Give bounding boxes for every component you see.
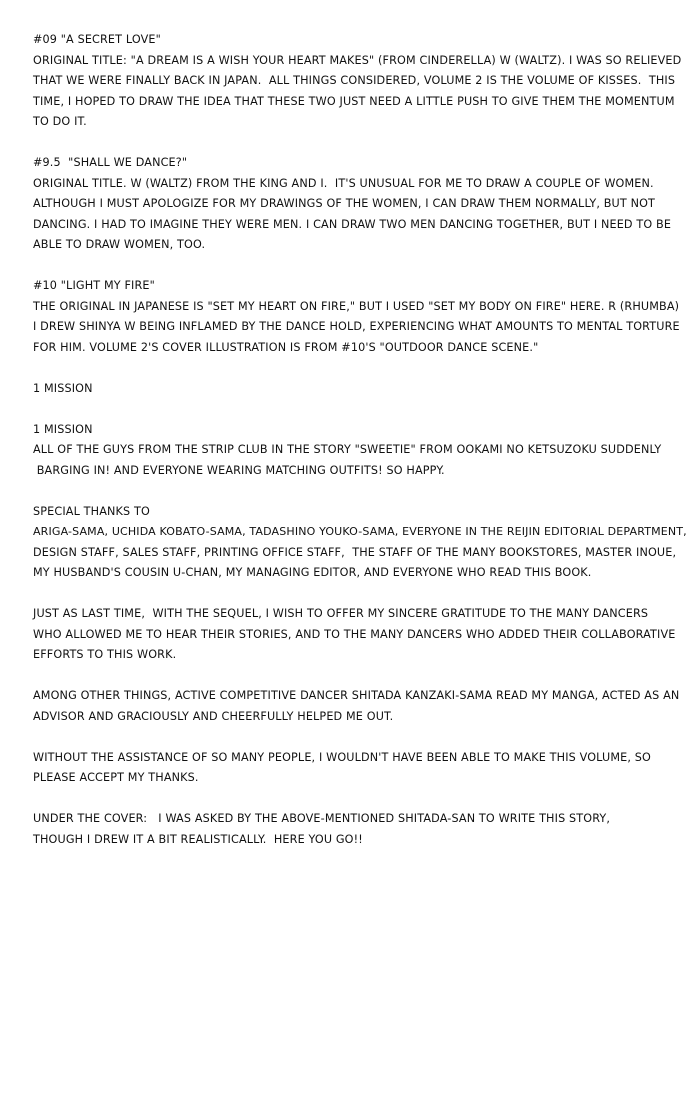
paragraph-line: I DREW SHINYA W BEING INFLAMED BY THE DANCE HOLD, EXPERIENCING WHAT AMOUNTS TO MENTAL TORTURE <box>33 320 680 333</box>
paragraph-line: DESIGN STAFF, SALES STAFF, PRINTING OFFICE STAFF, THE STAFF OF THE MANY BOOKSTORES, MASTER INOUE, <box>33 545 677 559</box>
paragraph-line: WITHOUT THE ASSISTANCE OF SO MANY PEOPLE, I WOULDN'T HAVE BEEN ABLE TO MAKE THIS VOLUME, SO <box>33 750 651 764</box>
section-under-the-cover <box>33 809 693 850</box>
section-heading: 1 MISSION <box>33 381 93 395</box>
section-heading: 1 MISSION <box>33 422 93 436</box>
section-gratitude-dancers <box>33 604 693 666</box>
paragraph-line: WHO ALLOWED ME TO HEAR THEIR STORIES, AND TO THE MANY DANCERS WHO ADDED THEIR COLLABORATIVE <box>33 627 676 641</box>
section-thanks <box>33 748 693 789</box>
paragraph-line: ALL OF THE GUYS FROM THE STRIP CLUB IN THE STORY "SWEETIE" FROM OOKAMI NO KETSUZOKU SUDDENLY <box>33 443 662 456</box>
paragraph-line: DANCING. I HAD TO IMAGINE THEY WERE MEN. I CAN DRAW TWO MEN DANCING TOGETHER, BUT I NEED TO BE <box>33 217 672 231</box>
paragraph-line: TO DO IT. <box>33 115 87 128</box>
paragraph-gap <box>33 789 693 810</box>
paragraph-line: JUST AS LAST TIME, WITH THE SEQUEL, I WISH TO OFFER MY SINCERE GRATITUDE TO THE MANY DANCERS <box>33 607 649 620</box>
paragraph-line: FOR HIM. VOLUME 2'S COVER ILLUSTRATION IS FROM #10'S "OUTDOOR DANCE SCENE." <box>33 340 539 354</box>
paragraph-line: MY HUSBAND'S COUSIN U-CHAN, MY MANAGING EDITOR, AND EVERYONE WHO READ THIS BOOK. <box>33 566 592 579</box>
paragraph-gap <box>33 133 693 154</box>
section-10-light-my-fire <box>33 276 693 358</box>
section-advisor <box>33 686 693 727</box>
section-heading: #9.5 "SHALL WE DANCE?" <box>33 156 188 169</box>
paragraph-gap <box>33 358 693 379</box>
paragraph-line: EFFORTS TO THIS WORK. <box>33 648 177 661</box>
paragraph-line: TIME, I HOPED TO DRAW THE IDEA THAT THESE TWO JUST NEED A LITTLE PUSH TO GIVE THEM THE MOMENTUM <box>33 94 675 108</box>
paragraph-line: ORIGINAL TITLE: "A DREAM IS A WISH YOUR HEART MAKES" (FROM CINDERELLA) W (WALTZ). I WAS SO RELIEVED <box>33 53 682 67</box>
paragraph-line: THAT WE WERE FINALLY BACK IN JAPAN. ALL THINGS CONSIDERED, VOLUME 2 IS THE VOLUME OF KISSES. THIS <box>33 74 676 87</box>
section-heading: #10 "LIGHT MY FIRE" <box>33 279 155 292</box>
section-heading: #09 "A SECRET LOVE" <box>33 33 161 46</box>
paragraph-line: THE ORIGINAL IN JAPANESE IS "SET MY HEART ON FIRE," BUT I USED "SET MY BODY ON FIRE" HERE. R (RHUMBA) <box>33 299 680 313</box>
paragraph-line: ORIGINAL TITLE. W (WALTZ) FROM THE KING AND I. IT'S UNUSUAL FOR ME TO DRAW A COUPLE OF WOMEN. <box>33 176 654 190</box>
section-09-a-secret-love <box>33 30 693 133</box>
section-9-5-shall-we-dance <box>33 153 693 256</box>
paragraph-gap <box>33 727 693 748</box>
paragraph-line: ABLE TO DRAW WOMEN, TOO. <box>33 238 206 251</box>
paragraph-line: BARGING IN! AND EVERYONE WEARING MATCHING OUTFITS! SO HAPPY. <box>33 463 445 477</box>
section-1-mission <box>33 420 693 482</box>
paragraph-line: ALTHOUGH I MUST APOLOGIZE FOR MY DRAWINGS OF THE WOMEN, I CAN DRAW THEM NORMALLY, BUT NOT <box>33 197 656 210</box>
paragraph-line: THOUGH I DREW IT A BIT REALISTICALLY. HERE YOU GO!! <box>33 832 363 846</box>
section-1-mission-heading <box>33 379 693 400</box>
paragraph-line: PLEASE ACCEPT MY THANKS. <box>33 771 199 784</box>
paragraph-gap <box>33 256 693 277</box>
paragraph-gap <box>33 481 693 502</box>
section-heading: SPECIAL THANKS TO <box>33 504 150 518</box>
paragraph-line: AMONG OTHER THINGS, ACTIVE COMPETITIVE DANCER SHITADA KANZAKI-SAMA READ MY MANGA, ACTED AS AN <box>33 689 680 702</box>
afterword-page <box>33 30 693 850</box>
section-special-thanks <box>33 502 693 584</box>
paragraph-gap <box>33 584 693 605</box>
paragraph-line: UNDER THE COVER: I WAS ASKED BY THE ABOVE-MENTIONED SHITADA-SAN TO WRITE THIS STORY, <box>33 812 611 825</box>
paragraph-gap <box>33 666 693 687</box>
paragraph-line: ARIGA-SAMA, UCHIDA KOBATO-SAMA, TADASHINO YOUKO-SAMA, EVERYONE IN THE REIJIN EDITORIAL DEPARTMENT, <box>33 525 687 538</box>
paragraph-line: ADVISOR AND GRACIOUSLY AND CHEERFULLY HELPED ME OUT. <box>33 709 394 723</box>
paragraph-gap <box>33 399 693 420</box>
